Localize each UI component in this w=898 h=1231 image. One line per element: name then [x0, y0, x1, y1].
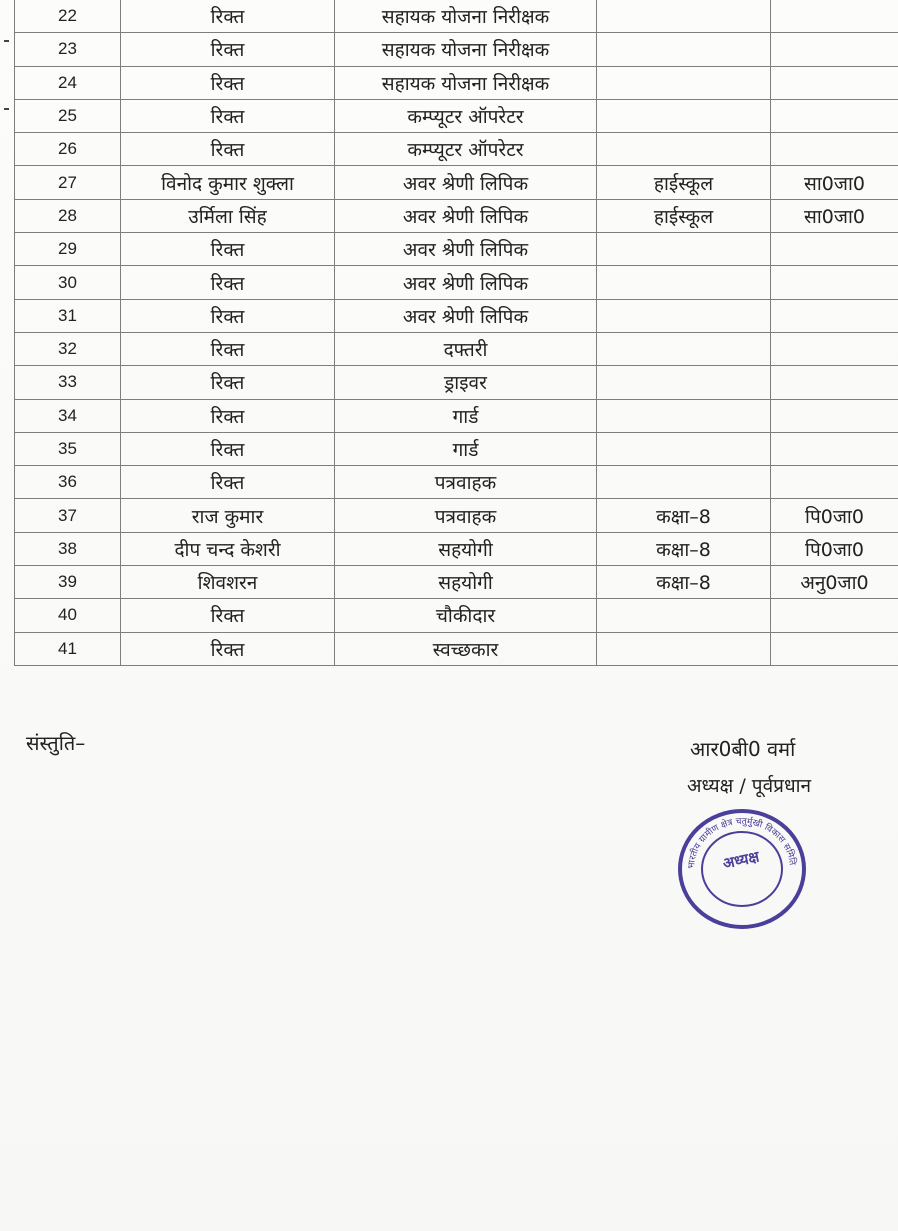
qualification-cell — [597, 66, 771, 99]
qualification-cell: हाईस्कूल — [597, 166, 771, 199]
official-seal — [676, 807, 808, 931]
qualification-cell — [597, 366, 771, 399]
table-row — [15, 332, 898, 365]
staff-roster-table — [14, 0, 898, 666]
employee-name-cell: उर्मिला सिंह — [121, 199, 335, 232]
category-cell — [771, 0, 898, 33]
serial-number-cell: 39 — [15, 566, 121, 599]
post-name-cell: अवर श्रेणी लिपिक — [335, 199, 597, 232]
post-name-cell: पत्रवाहक — [335, 466, 597, 499]
qualification-cell: कक्षा–8 — [597, 499, 771, 532]
employee-name-cell: रिक्त — [121, 432, 335, 465]
post-name-cell: सहायक योजना निरीक्षक — [335, 66, 597, 99]
post-name-cell: अवर श्रेणी लिपिक — [335, 266, 597, 299]
employee-name-cell: दीप चन्द केशरी — [121, 532, 335, 565]
category-cell — [771, 33, 898, 66]
post-name-cell: अवर श्रेणी लिपिक — [335, 299, 597, 332]
seal-ring-text: भारतीय ग्रामीण क्षेत्र चतुर्मुखी विकास समिति — [686, 816, 797, 870]
category-cell: सा0जा0 — [771, 199, 898, 232]
table-row — [15, 66, 898, 99]
post-name-cell: ड्राइवर — [335, 366, 597, 399]
category-cell — [771, 432, 898, 465]
signatory-name: आर0बी0 वर्मा — [690, 737, 796, 761]
table-row — [15, 499, 898, 532]
qualification-cell — [597, 432, 771, 465]
employee-name-cell: रिक्त — [121, 332, 335, 365]
post-name-cell: गार्ड — [335, 432, 597, 465]
serial-number-cell: 27 — [15, 166, 121, 199]
roster-body — [15, 0, 898, 665]
qualification-cell — [597, 33, 771, 66]
serial-number-cell: 34 — [15, 399, 121, 432]
table-row — [15, 299, 898, 332]
post-name-cell: अवर श्रेणी लिपिक — [335, 166, 597, 199]
category-cell — [771, 266, 898, 299]
category-cell: पि0जा0 — [771, 499, 898, 532]
post-name-cell: सहायक योजना निरीक्षक — [335, 0, 597, 33]
employee-name-cell: रिक्त — [121, 399, 335, 432]
post-name-cell: सहायक योजना निरीक्षक — [335, 33, 597, 66]
post-name-cell: कम्प्यूटर ऑपरेटर — [335, 99, 597, 132]
employee-name-cell: रिक्त — [121, 33, 335, 66]
post-name-cell: दफ्तरी — [335, 332, 597, 365]
qualification-cell: कक्षा–8 — [597, 532, 771, 565]
table-row — [15, 33, 898, 66]
serial-number-cell: 30 — [15, 266, 121, 299]
serial-number-cell: 32 — [15, 332, 121, 365]
table-row — [15, 466, 898, 499]
table-row — [15, 266, 898, 299]
category-cell: अनु0जा0 — [771, 566, 898, 599]
table-row — [15, 166, 898, 199]
employee-name-cell: रिक्त — [121, 233, 335, 266]
employee-name-cell: रिक्त — [121, 299, 335, 332]
category-cell — [771, 332, 898, 365]
employee-name-cell: शिवशरन — [121, 566, 335, 599]
recommendation-label: संस्तुति– — [26, 731, 86, 755]
employee-name-cell: राज कुमार — [121, 499, 335, 532]
qualification-cell: हाईस्कूल — [597, 199, 771, 232]
qualification-cell — [597, 332, 771, 365]
table-row — [15, 599, 898, 632]
qualification-cell: कक्षा–8 — [597, 566, 771, 599]
employee-name-cell: रिक्त — [121, 99, 335, 132]
category-cell — [771, 233, 898, 266]
category-cell — [771, 466, 898, 499]
category-cell: पि0जा0 — [771, 532, 898, 565]
employee-name-cell: रिक्त — [121, 266, 335, 299]
qualification-cell — [597, 632, 771, 665]
serial-number-cell: 26 — [15, 133, 121, 166]
qualification-cell — [597, 399, 771, 432]
qualification-cell — [597, 99, 771, 132]
serial-number-cell: 25 — [15, 99, 121, 132]
employee-name-cell: रिक्त — [121, 599, 335, 632]
serial-number-cell: 41 — [15, 632, 121, 665]
category-cell — [771, 133, 898, 166]
employee-name-cell: रिक्त — [121, 0, 335, 33]
category-cell — [771, 299, 898, 332]
serial-number-cell: 37 — [15, 499, 121, 532]
employee-name-cell: रिक्त — [121, 133, 335, 166]
serial-number-cell: 35 — [15, 432, 121, 465]
post-name-cell: अवर श्रेणी लिपिक — [335, 233, 597, 266]
post-name-cell: कम्प्यूटर ऑपरेटर — [335, 133, 597, 166]
table-row — [15, 399, 898, 432]
serial-number-cell: 29 — [15, 233, 121, 266]
category-cell — [771, 66, 898, 99]
serial-number-cell: 23 — [15, 33, 121, 66]
post-name-cell: सहयोगी — [335, 532, 597, 565]
category-cell — [771, 366, 898, 399]
serial-number-cell: 40 — [15, 599, 121, 632]
post-name-cell: स्वच्छकार — [335, 632, 597, 665]
category-cell — [771, 599, 898, 632]
qualification-cell — [597, 233, 771, 266]
qualification-cell — [597, 133, 771, 166]
post-name-cell: सहयोगी — [335, 566, 597, 599]
table-row — [15, 133, 898, 166]
table-row — [15, 432, 898, 465]
table-row — [15, 632, 898, 665]
serial-number-cell: 22 — [15, 0, 121, 33]
table-row — [15, 532, 898, 565]
qualification-cell — [597, 599, 771, 632]
seal-center-text: अध्यक्ष — [721, 847, 761, 873]
table-row — [15, 199, 898, 232]
serial-number-cell: 28 — [15, 199, 121, 232]
category-cell: सा0जा0 — [771, 166, 898, 199]
table-row — [15, 99, 898, 132]
employee-name-cell: रिक्त — [121, 632, 335, 665]
qualification-cell — [597, 266, 771, 299]
table-row — [15, 366, 898, 399]
table-row — [15, 233, 898, 266]
qualification-cell — [597, 466, 771, 499]
category-cell — [771, 632, 898, 665]
employee-name-cell: रिक्त — [121, 366, 335, 399]
serial-number-cell: 31 — [15, 299, 121, 332]
category-cell — [771, 399, 898, 432]
post-name-cell: गार्ड — [335, 399, 597, 432]
qualification-cell — [597, 299, 771, 332]
post-name-cell: पत्रवाहक — [335, 499, 597, 532]
margin-mark — [4, 108, 9, 110]
serial-number-cell: 36 — [15, 466, 121, 499]
serial-number-cell: 24 — [15, 66, 121, 99]
employee-name-cell: रिक्त — [121, 66, 335, 99]
margin-mark — [4, 40, 9, 42]
employee-name-cell: विनोद कुमार शुक्ला — [121, 166, 335, 199]
post-name-cell: चौकीदार — [335, 599, 597, 632]
table-row — [15, 566, 898, 599]
category-cell — [771, 99, 898, 132]
serial-number-cell: 33 — [15, 366, 121, 399]
serial-number-cell: 38 — [15, 532, 121, 565]
signatory-title: अध्यक्ष / पूर्वप्रधान — [687, 775, 812, 797]
table-row — [15, 0, 898, 33]
employee-name-cell: रिक्त — [121, 466, 335, 499]
qualification-cell — [597, 0, 771, 33]
